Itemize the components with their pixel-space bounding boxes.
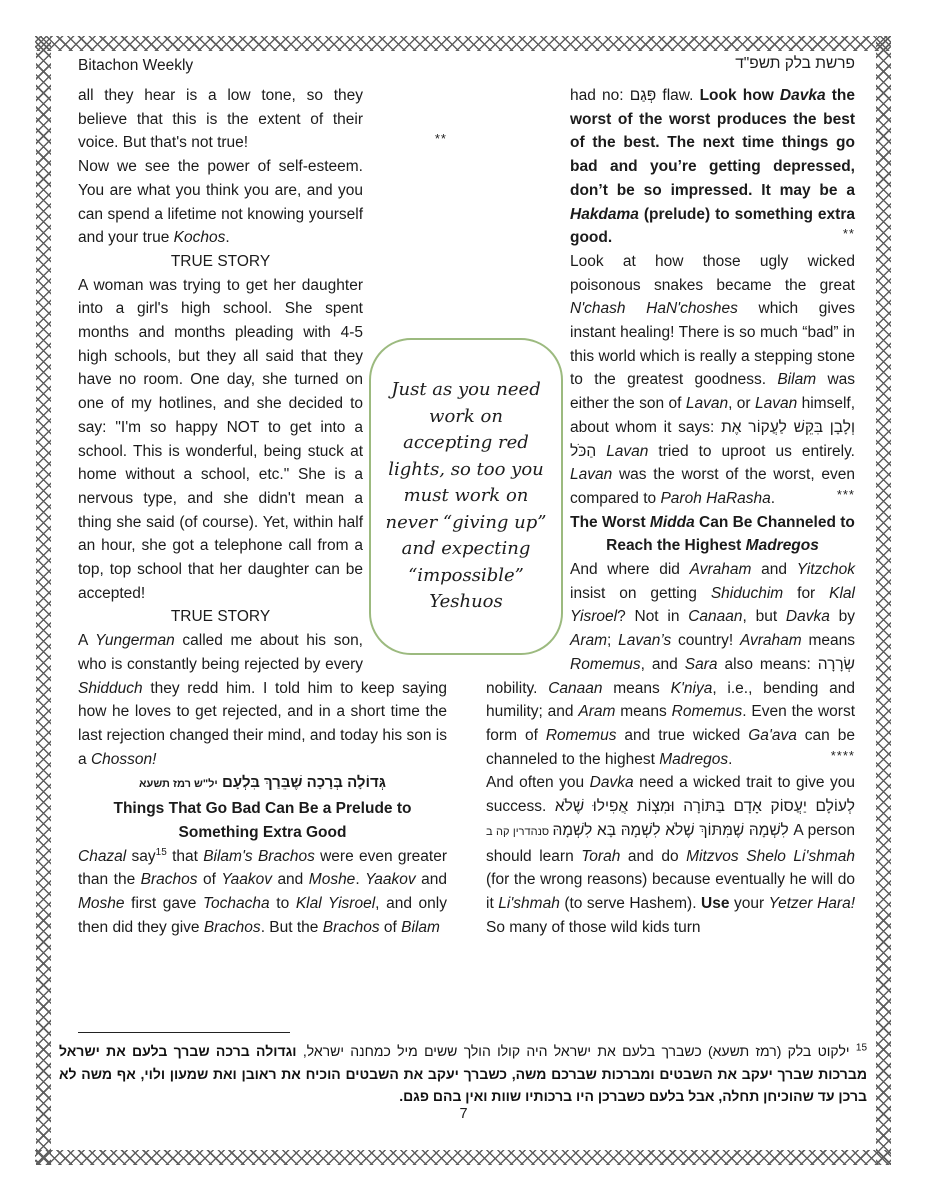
section-break-asterisks: **** (830, 747, 855, 763)
section-break-asterisks: *** (836, 486, 855, 502)
footnote-text-normal: ילקוט בלק (רמז תשעא) כשברך בלעם את ישראל היה קולו הולך ששים מיל כמחנה ישראל, (296, 1043, 850, 1059)
paragraph-text: And often you Davka need a wicked trait to give you success. לְעוֹלָם יַעֲסוֹק אָדָם בַּתּוֹרָה וּמִצְוֹת אֲפִילוּ שֶׁלֹא לִשְׁמָהּ שֶׁמִּתּוֹךְ שֶׁלֹא לִשְׁמָהּ בָּא לִשְׁמָהּ סנהדרין קה ב A person should learn Torah and do Mitzvos Shelo Li'shmah (for the wrong reasons) because eventually he will do it Li'shmah (to serve Hashem). Use your Yetzer Hara! So many of those wild kids turn (486, 774, 855, 936)
decorative-border-right (876, 36, 891, 1165)
section-break-asterisks: ** (842, 226, 855, 242)
paragraph (78, 84, 447, 155)
footnote-text-bold: וגדולה ברכה שברך בלעם את ישראל מברכות שברך יעקב את השבטים ומברכות שברכם משה, כשברך יעקב את השבטים הוכיח את ראובן ואת שמעון ולוי, אף משה לא ברכן עד שהוכיחן תחלה, אבל בלעם כשברכן היו ברכותיו שוות ואין בהם פגם. (59, 1043, 867, 1104)
decorative-border-top (35, 36, 891, 51)
paragraph-text: Look at how those ugly wicked poisonous snakes became the great N'chash HaN'choshes which gives instant healing! There is so much “bad” in this world which is really a stepping stone to the greatest goodness. Bilam was either the son of Lavan, or Lavan himself, about whom it says: וְלָבָן בִּקֵּשׁ לַעֲקוֹר אֶת הַכֹּל Lavan tried to uproot us entirely. Lavan was the worst of the worst, even compared to Paroh HaRasha. (570, 252, 856, 507)
footnote-number: 15 (855, 1042, 868, 1054)
footnote-separator (78, 1032, 290, 1033)
decorative-border-left (36, 36, 51, 1165)
hebrew-heading-source: יל"ש רמז תשעא (139, 778, 218, 791)
paragraph (78, 155, 447, 250)
paragraph (486, 771, 855, 939)
pull-quote-box (369, 338, 563, 655)
paragraph-text: Now we see the power of self-esteem. You are what you think you are, and you can spend a lifetime not knowing yourself and your true Kochos. (78, 158, 363, 247)
section-heading: TRUE STORY (170, 252, 271, 270)
paragraph-text: all they hear is a low tone, so they believe that this is the extent of their voice. But that's not true! (78, 87, 363, 152)
paragraph-text: A woman was trying to get her daughter into a girl's high school. She spent months and months pleading with 4-5 high schools, but they all said that they have no room. One day, she turned on one of my hotlines, and she decided to say: "I'm so happy NOT to get into a school. This is wonderful, being stuck at home without a school, etc." She is a nervous type, and she didn't mean a thing she said (of course). Yet, within half an hour, she got a telephone call from a top, top school that her daughter can be accepted! (78, 276, 363, 602)
paragraph (78, 845, 447, 940)
section-break-asterisks: ** (434, 131, 447, 147)
paragraph (486, 84, 855, 250)
heading-text: The Worst Midda Can Be Channeled to Reach the Highest Madregos (570, 513, 855, 555)
hebrew-heading (78, 771, 447, 797)
paragraph-text: A Yungerman called me about his son, who is constantly being rejected by every Shidduch they redd him. I told him to keep saying how he loves to get rejected, and in a short time the last rejection changed their mind, and today his son is a Chosson! (78, 632, 447, 768)
hebrew-heading-text: גְּדוֹלָה בְּרָכָה שֶׁבֵּרַךְ בִּלְעָם (222, 774, 386, 792)
page-number: 7 (459, 1106, 468, 1122)
paragraph-text: And where did Avraham and Yitzchok insist on getting Shiduchim for Klal Yisroel? Not in Canaan, but Davka by Aram; Lavan’s country! Avraham means Romemus, and Sara also means: שְׂרָרָה nobility. Canaan means K'niya, i.e., bending and humility; and Aram means Romemus. Even the worst form of Romemus and true wicked Ga'ava can be channeled to the highest Madregos. (486, 561, 856, 768)
pull-quote-text: Just as you need work on accepting red lights, so too you must work on never “giving up” and expecting “impossible” Yeshuos (385, 379, 547, 613)
parsha-title: פרשת בלק תשפ"ד (735, 55, 855, 72)
decorative-border-bottom (35, 1150, 891, 1165)
paragraph-text: had no: פְּגַם flaw. Look how Davka the worst of the worst produces the best of the best. The next time things go bad and you’re getting depressed, don’t be so impressed. It may be a Hakdama (prelude) to something extra good. (570, 87, 855, 247)
section-heading-bold: Things That Go Bad Can Be a Prelude to Something Extra Good (113, 800, 412, 841)
section-heading: TRUE STORY (170, 608, 271, 626)
publication-title: Bitachon Weekly (78, 57, 194, 74)
paragraph-text: Chazal say$^{15}$ that Bilam's Brachos were even greater than the Brachos of Yaakov and Moshe. Yaakov and Moshe first gave Tochacha to Klal Yisroel, and only then did they give Brachos. But the Brachos of Bilam (78, 846, 447, 936)
footnote (59, 1040, 867, 1108)
